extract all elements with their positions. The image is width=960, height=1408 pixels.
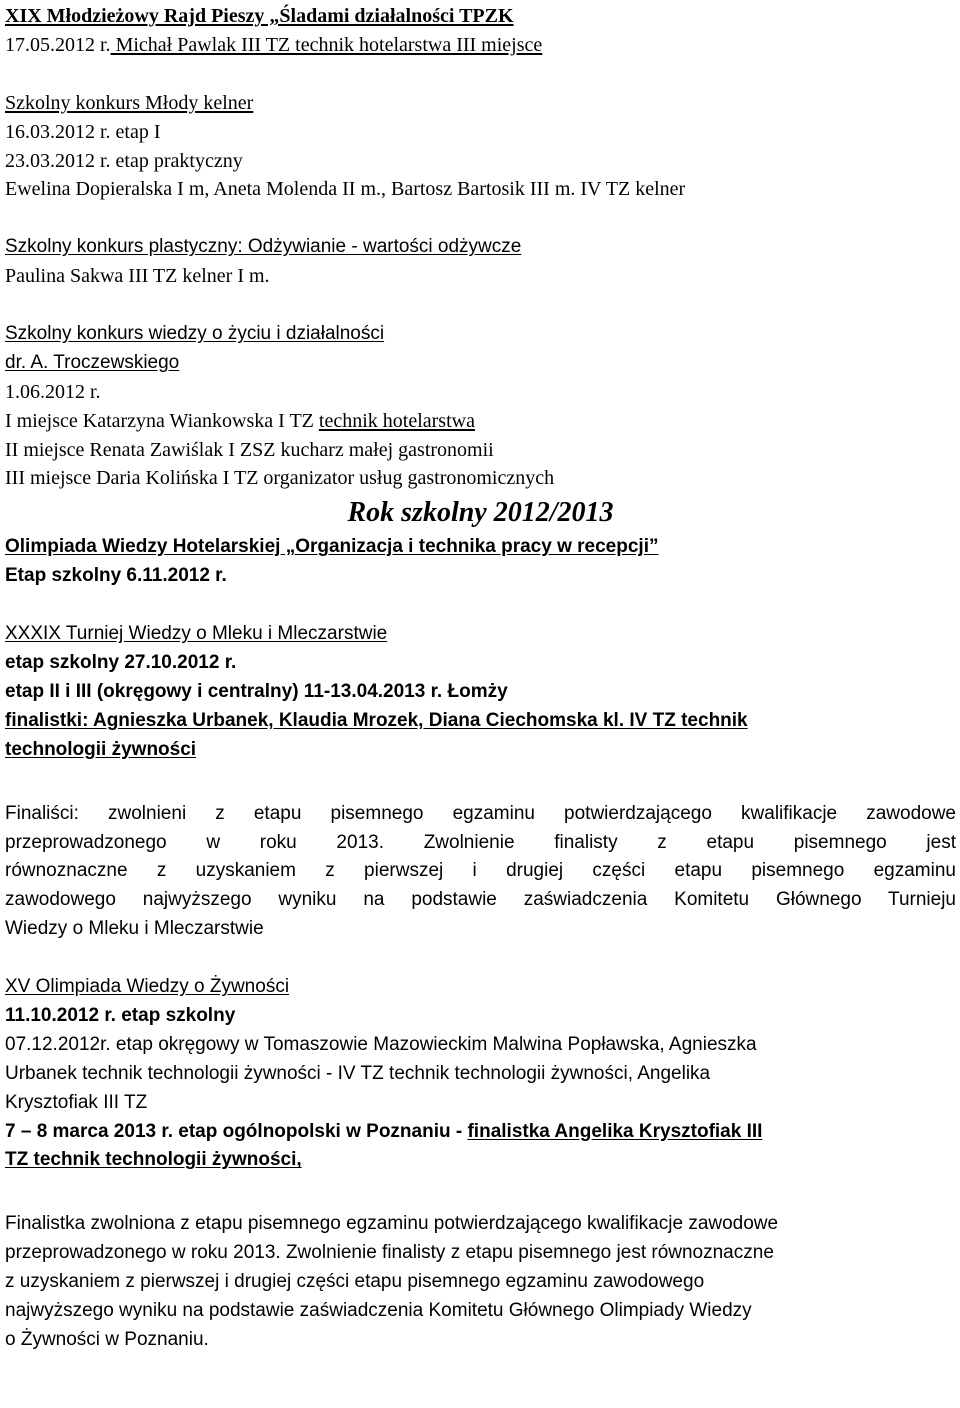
olimpiada-zywnosci-etap-ogolnopolski xyxy=(5,1118,956,1147)
spacer xyxy=(5,944,956,973)
rajd-result xyxy=(5,31,956,60)
ogolnopolski-finalist-cont: TZ technik technologii żywności, xyxy=(5,1149,302,1171)
olimpiada-zywnosci-etap-okregowy: 07.12.2012r. etap okręgowy w Tomaszowie Mazowieckim Malwina Popławska, Agnieszka xyxy=(5,1033,757,1055)
wiedzy-place-3: III miejsce Daria Kolińska I TZ organizator usług gastronomicznych xyxy=(5,467,555,490)
wiedzy-place-1 xyxy=(5,407,956,436)
turniej-note xyxy=(5,800,956,945)
wiedzy-place-1-profession: technik hotelarstwa xyxy=(318,409,475,432)
spacer xyxy=(5,765,956,800)
olimpiada-note-line: o Żywności w Poznaniu. xyxy=(5,1328,209,1350)
spacer xyxy=(5,60,956,89)
wiedzy-place-2: II miejsce Renata Zawiślak I ZSZ kucharz małej gastronomii xyxy=(5,438,494,461)
turniej-finalists: finalistki: Agnieszka Urbanek, Klaudia Mrozek, Diana Ciechomska kl. IV TZ technik xyxy=(5,709,748,731)
plastyczny-winner: Paulina Sakwa III TZ kelner I m. xyxy=(5,265,270,288)
olimpiada-zywnosci-etap-okregowy-cont: Urbanek technik technologii żywności - IV TZ technik technologii żywności, Angelika xyxy=(5,1062,711,1084)
spacer xyxy=(5,291,956,320)
rajd-result-text: Michał Pawlak III TZ technik hotelarstwa III miejsce xyxy=(110,33,543,56)
year-heading: Rok szkolny 2012/2013 xyxy=(347,497,614,529)
wiedzy-title-1: Szkolny konkurs wiedzy o życiu i działalności xyxy=(5,322,385,344)
turniej-etap-2-3: etap II i III (okręgowy i centralny) 11-13.04.2013 r. Łomży xyxy=(5,680,508,702)
kelner-title: Szkolny konkurs Młody kelner xyxy=(5,91,254,114)
olimpiada-zywnosci-etap-szkolny: 11.10.2012 r. etap szkolny xyxy=(5,1004,236,1026)
olimpiada-note-line: z uzyskaniem z pierwszej i drugiej części etapu pisemnego egzaminu zawodowego xyxy=(5,1271,705,1293)
spacer xyxy=(5,204,956,233)
turniej-note-line: przeprowadzonego w roku 2013. Zwolnienie finalisty z etapu pisemnego jest xyxy=(5,831,956,853)
olimpiada-note-line: Finalistka zwolniona z etapu pisemnego egzaminu potwierdzającego kwalifikacje zawodowe xyxy=(5,1213,779,1235)
wiedzy-title-2: dr. A. Troczewskiego xyxy=(5,351,180,373)
ogolnopolski-date: 7 – 8 marca 2013 r. etap ogólnopolski w Poznaniu - xyxy=(5,1120,468,1142)
ogolnopolski-finalist: finalistka Angelika Krysztofiak III xyxy=(467,1120,763,1142)
rajd-date: 17.05.2012 r. xyxy=(5,33,111,56)
turniej-title: XXXIX Turniej Wiedzy o Mleku i Mleczarstwie xyxy=(5,623,388,645)
olimpiada-zywnosci-title: XV Olimpiada Wiedzy o Żywności xyxy=(5,976,290,998)
olimpiada-zywnosci-note xyxy=(5,1210,956,1355)
olimpiada-note-line: przeprowadzonego w roku 2013. Zwolnienie finalisty z etapu pisemnego jest równoznaczne xyxy=(5,1242,774,1264)
wiedzy-date: 1.06.2012 r. xyxy=(5,380,101,403)
turniej-note-line: Wiedzy o Mleku i Mleczarstwie xyxy=(5,918,264,940)
kelner-winners: Ewelina Dopieralska I m, Aneta Molenda II m., Bartosz Bartosik III m. IV TZ kelner xyxy=(5,178,686,201)
olimpiada-note-line: najwyższego wyniku na podstawie zaświadczenia Komitetu Głównego Olimpiady Wiedzy xyxy=(5,1300,752,1322)
wiedzy-place-1-name: I miejsce Katarzyna Wiankowska I TZ xyxy=(5,409,319,432)
turniej-note-line: zawodowego najwyższego wyniku na podstawie zaświadczenia Komitetu Głównego Turnieju xyxy=(5,889,956,911)
plastyczny-title: Szkolny konkurs plastyczny: Odżywianie - wartości odżywcze xyxy=(5,236,522,258)
turniej-note-line: Finaliści: zwolnieni z etapu pisemnego egzaminu potwierdzającego kwalifikacje zawodowe xyxy=(5,802,956,824)
olimpiada-hotelarska-title: Olimpiada Wiedzy Hotelarskiej „Organizacja i technika pracy w recepcji” xyxy=(5,536,659,558)
turniej-etap-szkolny: etap szkolny 27.10.2012 r. xyxy=(5,651,237,673)
spacer xyxy=(5,1175,956,1210)
kelner-etap-1: 16.03.2012 r. etap I xyxy=(5,120,161,143)
olimpiada-zywnosci-etap-okregowy-cont: Krysztofiak III TZ xyxy=(5,1091,148,1113)
spacer xyxy=(5,591,956,620)
turniej-note-line: równoznaczne z uzyskaniem z pierwszej i drugiej części etapu pisemnego egzaminu xyxy=(5,860,956,882)
rajd-title: XIX Młodzieżowy Rajd Pieszy „Śladami działalności TPZK xyxy=(5,5,514,27)
olimpiada-hotelarska-etap: Etap szkolny 6.11.2012 r. xyxy=(5,565,227,587)
turniej-finalists-cont: technologii żywności xyxy=(5,738,197,760)
kelner-etap-praktyczny: 23.03.2012 r. etap praktyczny xyxy=(5,149,243,172)
